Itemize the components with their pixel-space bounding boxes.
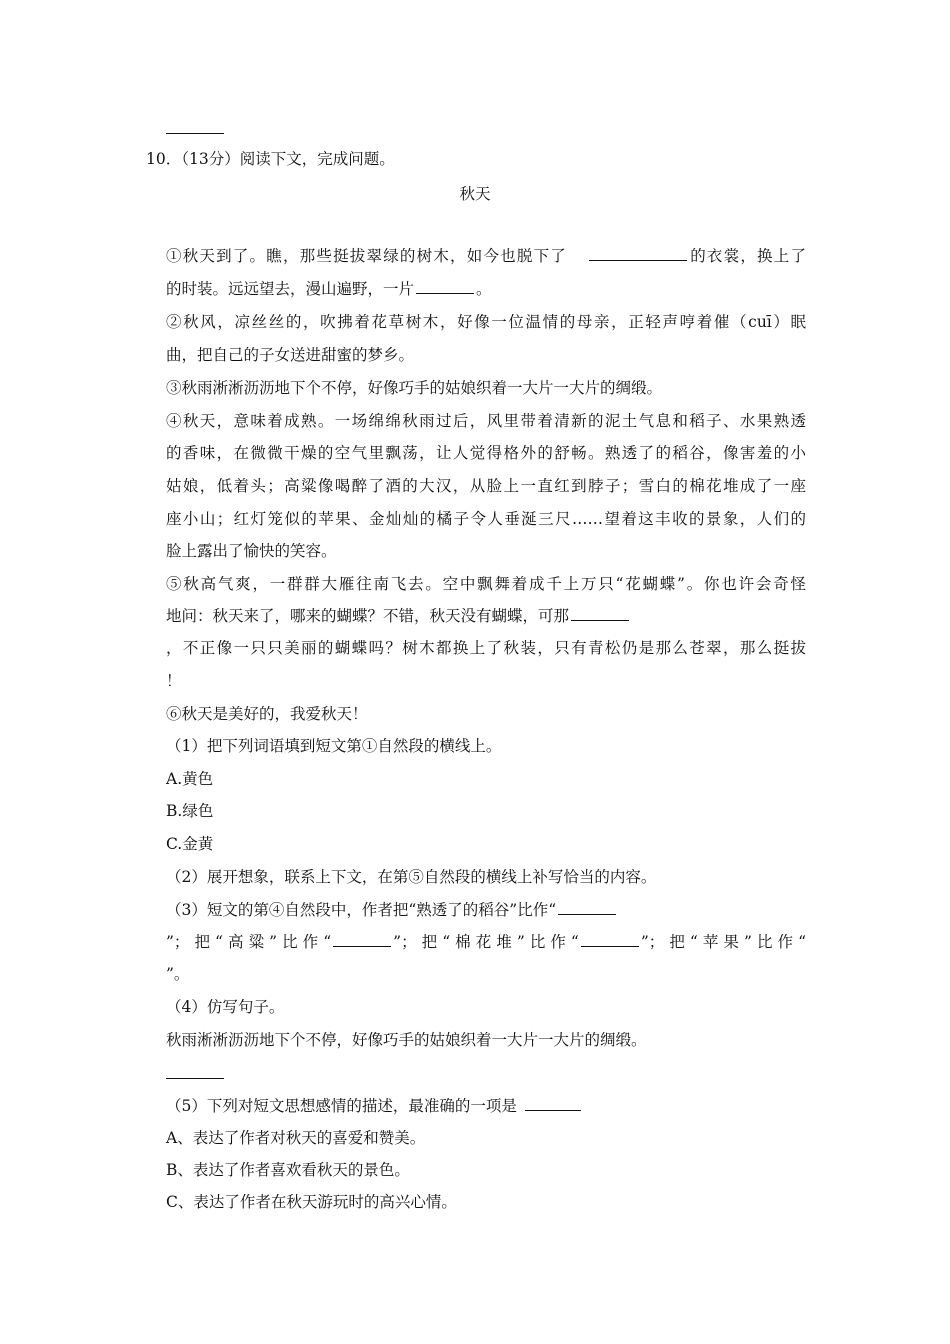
passage-title: 秋天 bbox=[459, 185, 491, 203]
fill-blank[interactable] bbox=[333, 931, 391, 947]
choice-b: B、表达了作者喜欢看秋天的景色。 bbox=[166, 1161, 410, 1179]
paragraph-2-line-2: 曲，把自己的子女送进甜蜜的梦乡。 bbox=[166, 346, 415, 364]
sub-question-2: （2）展开想象，联系上下文，在第⑤自然段的横线上补写恰当的内容。 bbox=[166, 868, 657, 886]
paragraph-2-line-1: ②秋风，凉丝丝的，吹拂着花草树木，好像一位温情的母亲，正轻声哼着催（cuī）眠 bbox=[166, 313, 806, 331]
fill-blank[interactable] bbox=[589, 245, 687, 261]
paragraph-5-line-2: 地问：秋天来了，哪来的蝴蝶？不错，秋天没有蝴蝶，可那 bbox=[166, 605, 806, 627]
question-number: 10． bbox=[146, 150, 182, 168]
paragraph-4-line-2: 的香味，在微微干燥的空气里飘荡，让人觉得格外的舒畅。熟透了的稻谷，像害羞的小 bbox=[166, 444, 806, 462]
sub-question-3-line-1: （3）短文的第④自然段中，作者把“熟透了的稻谷”比作“ bbox=[166, 899, 806, 921]
fill-blank[interactable] bbox=[416, 278, 474, 294]
paragraph-5-line-1: ⑤秋高气爽，一群群大雁往南飞去。空中飘舞着成千上万只“花蝴蝶”。你也许会奇怪 bbox=[166, 575, 806, 593]
sub-question-4: （4）仿写句子。 bbox=[166, 998, 285, 1016]
sub-question-5: （5）下列对短文思想感情的描述，最准确的一项是 bbox=[166, 1095, 806, 1117]
paragraph-1-line-1: ①秋天到了。瞧，那些挺拔翠绿的树木，如今也脱下了 的衣裳，换上了 bbox=[166, 247, 806, 265]
sub-question-3-line-3: ”。 bbox=[166, 965, 190, 983]
paragraph-5-line-4: ！ bbox=[166, 672, 182, 690]
sub-question-1: （1）把下列词语填到短文第①自然段的横线上。 bbox=[166, 737, 502, 755]
option-b: B.绿色 bbox=[166, 802, 214, 820]
question-header bbox=[146, 148, 786, 170]
sub-question-3-line-2: ”；把“高粱”比作“ ”；把“棉花堆”比作“ ”；把“苹果”比作“ bbox=[166, 933, 807, 951]
fill-blank[interactable] bbox=[581, 931, 639, 947]
paragraph-1-line-2: 的时装。远远望去，漫山遍野，一片 。 bbox=[166, 280, 492, 298]
paragraph-5-line-3: ，不正像一只只美丽的蝴蝶吗？树木都换上了秋装，只有青松仍是那么苍翠，那么挺拔 bbox=[166, 639, 806, 657]
paragraph-4-line-3: 姑娘，低着头；高粱像喝醉了酒的大汉，从脸上一直红到脖子；雪白的棉花堆成了一座 bbox=[166, 477, 806, 495]
paragraph-6: ⑥秋天是美好的，我爱秋天！ bbox=[166, 705, 368, 723]
answer-line[interactable] bbox=[166, 1078, 224, 1079]
option-a: A.黄色 bbox=[166, 770, 214, 788]
paragraph-4-line-4: 座小山；红灯笼似的苹果、金灿灿的橘子令人垂涎三尺……望着这丰收的景象，人们的 bbox=[166, 510, 806, 528]
choice-c: C、表达了作者在秋天游玩时的高兴心情。 bbox=[166, 1193, 457, 1211]
paragraph-3: ③秋雨淅淅沥沥地下个不停，好像巧手的姑娘织着一大片一大片的绸缎。 bbox=[166, 379, 663, 397]
option-c: C.金黄 bbox=[166, 835, 214, 853]
fill-blank[interactable] bbox=[558, 899, 616, 915]
fill-blank[interactable] bbox=[571, 605, 629, 621]
choice-a: A、表达了作者对秋天的喜爱和赞美。 bbox=[166, 1129, 426, 1147]
paragraph-4-line-5: 脸上露出了愉快的笑容。 bbox=[166, 542, 337, 560]
sub-question-4-sentence: 秋雨淅淅沥沥地下个不停，好像巧手的姑娘织着一大片一大片的绸缎。 bbox=[166, 1031, 647, 1049]
question-instruction: （13分）阅读下文，完成问题。 bbox=[181, 150, 395, 168]
answer-line-top bbox=[166, 133, 224, 134]
fill-blank[interactable] bbox=[525, 1095, 581, 1111]
paragraph-4-line-1: ④秋天，意味着成熟。一场绵绵秋雨过后，风里带着清新的泥土气息和稻子、水果熟透 bbox=[166, 412, 806, 430]
